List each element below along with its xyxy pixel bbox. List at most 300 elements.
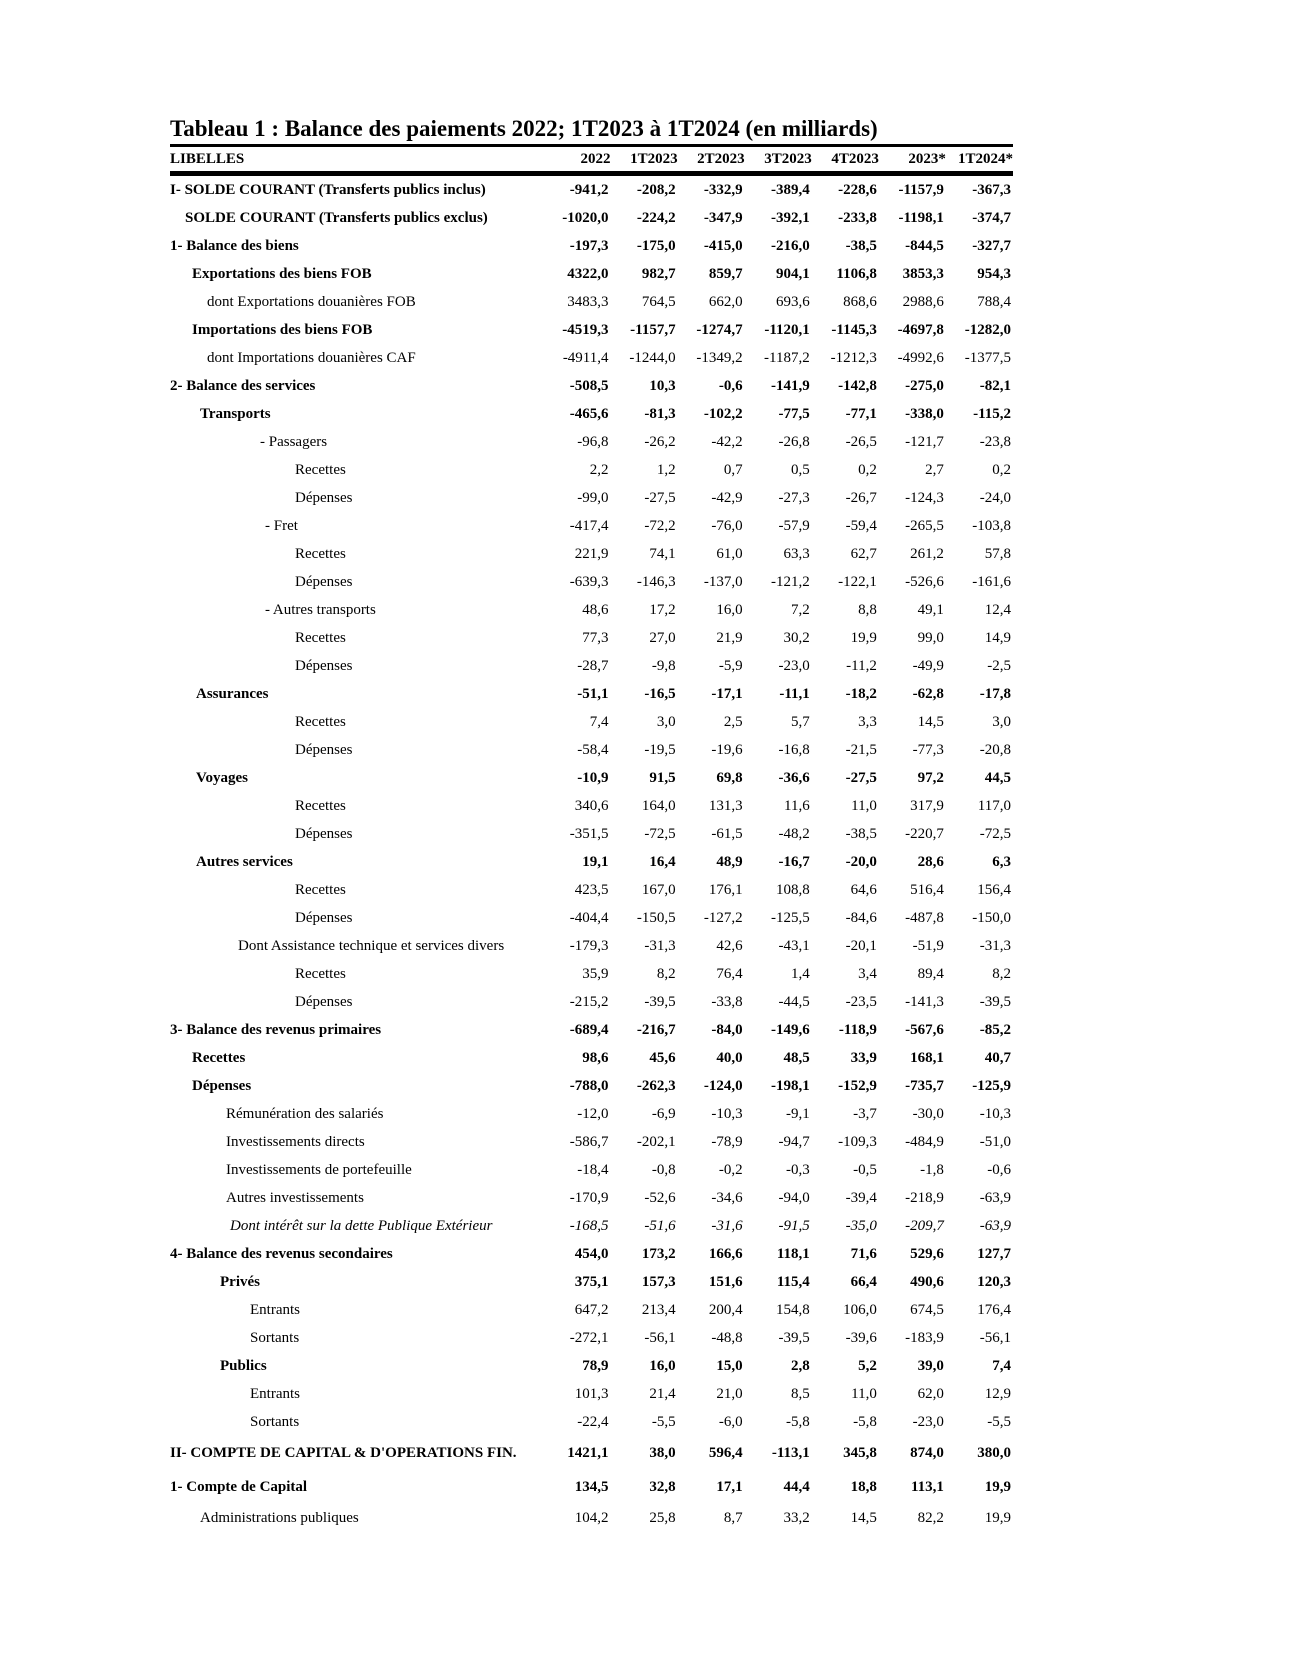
row-label: Transports: [200, 405, 271, 422]
row-value: -1157,9: [898, 181, 944, 198]
row-value: 104,2: [574, 1509, 609, 1526]
row-value: 859,7: [708, 265, 743, 282]
row-value: 30,2: [783, 629, 810, 646]
row-value: -30,0: [912, 1105, 944, 1122]
row-label: Importations des biens FOB: [192, 321, 373, 338]
row-value: -389,4: [771, 181, 810, 198]
column-header-libelles: LIBELLES: [170, 146, 543, 174]
table-row: [170, 876, 1013, 904]
row-value: -39,4: [845, 1189, 877, 1206]
row-value: 16,4: [649, 853, 676, 870]
row-value: -94,0: [778, 1189, 810, 1206]
table-row: [170, 792, 1013, 820]
row-value: -1187,2: [764, 349, 810, 366]
row-value: -152,9: [838, 1077, 877, 1094]
row-value: 375,1: [574, 1273, 609, 1290]
row-value: -228,6: [838, 181, 877, 198]
row-label: Dépenses: [295, 489, 353, 506]
table-row: [170, 1016, 1013, 1044]
row-value: 0,7: [723, 461, 743, 478]
table-row: [170, 400, 1013, 428]
row-label: Dépenses: [295, 657, 353, 674]
row-value: -85,2: [979, 1021, 1011, 1038]
row-value: 78,9: [582, 1357, 609, 1374]
row-label: Sortants: [250, 1413, 300, 1430]
row-value: 19,9: [850, 629, 877, 646]
row-value: 380,0: [977, 1444, 1011, 1461]
column-header-2t2023: 2T2023: [678, 146, 745, 174]
row-label: 1- Compte de Capital: [170, 1478, 308, 1495]
row-label: Dont Assistance technique et services divers: [238, 937, 505, 954]
row-value: 113,1: [910, 1478, 944, 1495]
row-value: -51,0: [979, 1133, 1011, 1150]
row-value: 101,3: [574, 1385, 609, 1402]
row-value: 261,2: [910, 545, 944, 562]
row-value: -689,4: [569, 1021, 609, 1038]
row-value: -4697,8: [897, 321, 944, 338]
table-row: [170, 708, 1013, 736]
row-value: -20,8: [979, 741, 1011, 758]
row-value: 39,0: [917, 1357, 944, 1374]
row-value: -17,8: [979, 685, 1011, 702]
row-label: 1- Balance des biens: [170, 237, 299, 254]
row-value: 61,0: [716, 545, 743, 562]
row-value: -39,5: [979, 993, 1011, 1010]
column-header-2023: 2023*: [879, 146, 946, 174]
row-value: 788,4: [977, 293, 1011, 310]
row-value: 529,6: [910, 1245, 944, 1262]
table-row: [170, 288, 1013, 316]
row-value: -216,7: [636, 1021, 676, 1038]
row-value: 17,1: [716, 1478, 743, 1495]
row-value: -35,0: [845, 1217, 877, 1234]
table-row: [170, 764, 1013, 792]
row-value: 156,4: [977, 881, 1011, 898]
row-value: -1377,5: [964, 349, 1011, 366]
row-value: -146,3: [636, 573, 676, 590]
row-value: -38,5: [845, 237, 877, 254]
row-value: -33,8: [711, 993, 743, 1010]
row-value: -1145,3: [831, 321, 877, 338]
row-value: -51,9: [912, 937, 944, 954]
row-value: -48,8: [711, 1329, 743, 1346]
row-value: -16,7: [778, 853, 810, 870]
row-value: 454,0: [574, 1245, 609, 1262]
row-value: -58,4: [577, 741, 609, 758]
row-value: -127,2: [703, 909, 743, 926]
row-value: 168,1: [910, 1049, 944, 1066]
row-value: -374,7: [972, 209, 1011, 226]
row-value: -487,8: [905, 909, 944, 926]
row-value: -4911,4: [562, 349, 609, 366]
row-value: 423,5: [574, 881, 609, 898]
row-value: -23,0: [778, 657, 810, 674]
row-value: -26,5: [845, 433, 877, 450]
row-label: I- SOLDE COURANT (Transferts publics inclus): [170, 181, 486, 198]
table-row: [170, 1240, 1013, 1268]
row-value: 42,6: [716, 937, 743, 954]
row-value: 82,2: [917, 1509, 944, 1526]
row-value: 7,4: [992, 1357, 1011, 1374]
row-value: -39,6: [845, 1329, 877, 1346]
row-value: -233,8: [838, 209, 877, 226]
table-row: [170, 820, 1013, 848]
row-label: Recettes: [295, 545, 346, 562]
row-value: -27,3: [778, 489, 810, 506]
row-value: -18,4: [577, 1161, 609, 1178]
row-value: -198,1: [771, 1077, 810, 1094]
row-value: 63,3: [783, 545, 810, 562]
row-value: 21,9: [716, 629, 743, 646]
row-value: -5,8: [786, 1413, 810, 1430]
row-value: 33,9: [850, 1049, 877, 1066]
row-value: -6,9: [651, 1105, 676, 1122]
row-value: -197,3: [569, 237, 609, 254]
row-value: 40,0: [716, 1049, 743, 1066]
row-label: 3- Balance des revenus primaires: [170, 1021, 382, 1038]
row-value: 1,4: [791, 965, 810, 982]
row-value: 0,2: [992, 461, 1011, 478]
row-label: Publics: [220, 1357, 267, 1374]
row-value: -1020,0: [562, 209, 609, 226]
row-value: 97,2: [917, 769, 944, 786]
row-value: -103,8: [972, 517, 1011, 534]
row-value: -124,3: [905, 489, 944, 506]
row-value: -4519,3: [562, 321, 609, 338]
row-value: 45,6: [649, 1049, 676, 1066]
row-value: 176,4: [977, 1301, 1011, 1318]
row-value: 3,0: [992, 713, 1011, 730]
row-value: 596,4: [708, 1444, 743, 1461]
row-value: -42,9: [711, 489, 743, 506]
row-value: -327,7: [972, 237, 1011, 254]
row-value: -61,5: [711, 825, 743, 842]
table-row: [170, 344, 1013, 372]
table-row: [170, 540, 1013, 568]
row-label: Administrations publiques: [200, 1509, 359, 1526]
row-label: Dépenses: [295, 573, 353, 590]
table-row: [170, 1504, 1013, 1532]
table-row: [170, 1184, 1013, 1212]
row-label: Dont intérêt sur la dette Publique Extérieur: [230, 1217, 493, 1234]
row-value: -94,7: [778, 1133, 810, 1150]
table-row: [170, 1212, 1013, 1240]
row-label: Dépenses: [295, 993, 353, 1010]
row-value: -6,0: [718, 1413, 743, 1430]
row-value: -209,7: [905, 1217, 944, 1234]
row-value: -150,5: [636, 909, 676, 926]
row-value: 71,6: [850, 1245, 877, 1262]
row-label: Dépenses: [295, 825, 353, 842]
row-value: 25,8: [649, 1509, 676, 1526]
row-value: 154,8: [776, 1301, 810, 1318]
row-value: -216,0: [771, 237, 810, 254]
row-value: -1198,1: [898, 209, 944, 226]
table-row: [170, 456, 1013, 484]
row-value: -51,6: [644, 1217, 676, 1234]
row-value: 14,5: [917, 713, 944, 730]
row-value: -141,3: [905, 993, 944, 1010]
row-value: -23,8: [979, 433, 1011, 450]
row-label: - Fret: [265, 517, 298, 534]
table-row: [170, 1044, 1013, 1072]
row-label: Recettes: [295, 965, 346, 982]
report-container: [170, 114, 1013, 1532]
row-value: 662,0: [708, 293, 743, 310]
row-value: 62,7: [850, 545, 877, 562]
row-label: Rémunération des salariés: [226, 1105, 384, 1122]
row-value: -170,9: [569, 1189, 609, 1206]
row-value: -141,9: [771, 377, 810, 394]
row-value: 5,2: [858, 1357, 877, 1374]
table-title: Tableau 1 : Balance des paiements 2022; 1T2023 à 1T2024 (en milliards): [170, 116, 878, 141]
table-row: [170, 848, 1013, 876]
row-value: -1,8: [920, 1161, 944, 1178]
row-value: 33,2: [783, 1509, 810, 1526]
table-row: [170, 568, 1013, 596]
row-value: -84,6: [845, 909, 877, 926]
row-value: -31,6: [711, 1217, 743, 1234]
row-value: 35,9: [582, 965, 609, 982]
row-label: 2- Balance des services: [170, 377, 316, 394]
row-label: Dépenses: [295, 909, 353, 926]
table-row: [170, 316, 1013, 344]
row-value: 0,2: [858, 461, 877, 478]
row-value: 91,5: [649, 769, 676, 786]
row-value: -39,5: [644, 993, 676, 1010]
row-value: 173,2: [641, 1245, 676, 1262]
row-value: 167,0: [641, 881, 676, 898]
table-row: [170, 1072, 1013, 1100]
row-value: -11,2: [846, 657, 877, 674]
row-label: dont Importations douanières CAF: [207, 349, 416, 366]
row-value: 221,9: [574, 545, 609, 562]
row-value: -347,9: [703, 209, 743, 226]
row-value: -265,5: [905, 517, 944, 534]
row-label: Entrants: [250, 1385, 300, 1402]
row-value: -1244,0: [629, 349, 676, 366]
row-value: 516,4: [910, 881, 944, 898]
row-value: -508,5: [569, 377, 609, 394]
row-value: -484,9: [905, 1133, 944, 1150]
row-value: -26,7: [845, 489, 877, 506]
row-value: -63,9: [979, 1189, 1011, 1206]
row-value: -2,5: [987, 657, 1011, 674]
row-value: -16,5: [644, 685, 676, 702]
row-value: -941,2: [569, 181, 609, 198]
row-label: Investissements directs: [226, 1133, 365, 1150]
row-value: -72,2: [644, 517, 676, 534]
row-value: -21,5: [845, 741, 877, 758]
row-label: - Autres transports: [265, 601, 376, 618]
row-value: -262,3: [636, 1077, 676, 1094]
row-label: Autres services: [196, 853, 293, 870]
column-header-1t2023: 1T2023: [611, 146, 678, 174]
table-row: [170, 1436, 1013, 1470]
row-value: 77,3: [582, 629, 609, 646]
row-value: -109,3: [838, 1133, 877, 1150]
row-value: -56,1: [644, 1329, 676, 1346]
row-value: -5,8: [853, 1413, 877, 1430]
row-value: 108,8: [776, 881, 810, 898]
row-value: -9,1: [786, 1105, 810, 1122]
row-value: 340,6: [574, 797, 609, 814]
table-row: [170, 736, 1013, 764]
table-row: [170, 1156, 1013, 1184]
row-value: -20,1: [845, 937, 877, 954]
row-value: 11,0: [851, 797, 877, 814]
table-row: [170, 484, 1013, 512]
row-value: 317,9: [910, 797, 944, 814]
row-value: 868,6: [843, 293, 877, 310]
row-value: -31,3: [979, 937, 1011, 954]
column-header-2022: 2022: [543, 146, 610, 174]
table-row: [170, 960, 1013, 988]
row-value: 213,4: [641, 1301, 676, 1318]
row-value: 11,0: [851, 1385, 877, 1402]
row-value: 21,4: [649, 1385, 676, 1402]
row-label: Recettes: [295, 881, 346, 898]
row-value: 3,0: [656, 713, 676, 730]
row-value: 151,6: [708, 1273, 743, 1290]
table-row: [170, 372, 1013, 400]
row-value: -28,7: [577, 657, 609, 674]
table-row: [170, 932, 1013, 960]
row-label: Entrants: [250, 1301, 300, 1318]
row-value: 115,4: [776, 1273, 810, 1290]
row-label: Recettes: [295, 713, 346, 730]
row-value: 2,2: [589, 461, 609, 478]
row-value: -526,6: [905, 573, 944, 590]
row-value: -72,5: [644, 825, 676, 842]
table-row: [170, 680, 1013, 708]
row-value: -99,0: [577, 489, 609, 506]
row-value: -351,5: [569, 825, 609, 842]
row-value: 38,0: [649, 1444, 676, 1461]
row-value: -272,1: [569, 1329, 609, 1346]
row-label: - Passagers: [260, 433, 328, 450]
row-value: 32,8: [649, 1478, 676, 1495]
row-value: 490,6: [910, 1273, 944, 1290]
table-row: [170, 988, 1013, 1016]
row-value: 10,3: [649, 377, 676, 394]
row-value: -220,7: [905, 825, 944, 842]
row-value: 89,4: [917, 965, 944, 982]
row-value: -844,5: [905, 237, 944, 254]
row-label: Autres investissements: [226, 1189, 364, 1206]
row-value: -52,6: [644, 1189, 676, 1206]
row-value: 982,7: [641, 265, 676, 282]
row-value: -0,3: [786, 1161, 810, 1178]
row-label: 4- Balance des revenus secondaires: [170, 1245, 393, 1262]
row-value: -49,9: [912, 657, 944, 674]
row-value: 3483,3: [567, 293, 609, 310]
table-row: [170, 1352, 1013, 1380]
row-value: 48,5: [783, 1049, 810, 1066]
row-value: -332,9: [703, 181, 743, 198]
table-row: [170, 1296, 1013, 1324]
row-value: -34,6: [711, 1189, 743, 1206]
row-value: 74,1: [649, 545, 676, 562]
row-value: 12,4: [984, 601, 1011, 618]
row-value: -20,0: [845, 853, 877, 870]
row-value: -118,9: [838, 1021, 877, 1038]
row-value: -567,6: [905, 1021, 944, 1038]
row-value: -1157,7: [630, 321, 676, 338]
row-value: -16,8: [778, 741, 810, 758]
row-value: -5,5: [651, 1413, 676, 1430]
row-value: -121,7: [905, 433, 944, 450]
row-value: -0,8: [651, 1161, 676, 1178]
table-header: [170, 146, 1013, 174]
table-row: [170, 1380, 1013, 1408]
row-value: 647,2: [574, 1301, 609, 1318]
row-value: 345,8: [843, 1444, 877, 1461]
table-row: [170, 624, 1013, 652]
row-label: II- COMPTE DE CAPITAL & D'OPERATIONS FIN.: [170, 1444, 517, 1461]
row-value: 200,4: [708, 1301, 743, 1318]
row-value: 14,9: [984, 629, 1011, 646]
row-value: -124,0: [703, 1077, 743, 1094]
row-value: -10,3: [979, 1105, 1011, 1122]
row-value: 117,0: [977, 797, 1011, 814]
row-value: 674,5: [910, 1301, 944, 1318]
row-value: -788,0: [569, 1077, 609, 1094]
row-value: 764,5: [641, 293, 676, 310]
row-value: 693,6: [776, 293, 810, 310]
row-label: Recettes: [295, 797, 346, 814]
row-value: -36,6: [778, 769, 810, 786]
row-value: -137,0: [703, 573, 743, 590]
row-value: 6,3: [992, 853, 1011, 870]
row-value: -91,5: [778, 1217, 810, 1234]
row-value: 19,1: [582, 853, 609, 870]
row-value: -23,0: [912, 1413, 944, 1430]
row-value: -10,3: [711, 1105, 743, 1122]
row-label: Voyages: [196, 769, 248, 786]
row-value: -1212,3: [830, 349, 877, 366]
row-value: -48,2: [778, 825, 810, 842]
row-value: -179,3: [569, 937, 609, 954]
row-value: 76,4: [716, 965, 743, 982]
row-label: Exportations des biens FOB: [192, 265, 372, 282]
row-value: -77,3: [912, 741, 944, 758]
row-value: 27,0: [649, 629, 676, 646]
row-value: 57,8: [984, 545, 1011, 562]
column-header-1t2024: 1T2024*: [946, 146, 1013, 174]
row-value: 8,5: [791, 1385, 810, 1402]
row-value: -9,8: [651, 657, 676, 674]
row-value: -161,6: [972, 573, 1011, 590]
row-value: 64,6: [850, 881, 877, 898]
column-header-4t2023: 4T2023: [812, 146, 879, 174]
row-value: 120,3: [977, 1273, 1011, 1290]
row-value: -142,8: [838, 377, 877, 394]
row-value: 127,7: [977, 1245, 1011, 1262]
row-value: -224,2: [636, 209, 676, 226]
row-value: -12,0: [577, 1105, 609, 1122]
row-value: -11,1: [779, 685, 810, 702]
row-value: 0,5: [791, 461, 810, 478]
row-value: 176,1: [708, 881, 743, 898]
row-value: -77,5: [778, 405, 810, 422]
row-value: 11,6: [784, 797, 810, 814]
row-value: -22,4: [577, 1413, 609, 1430]
row-label: Recettes: [192, 1049, 246, 1066]
row-value: 62,0: [917, 1385, 944, 1402]
row-value: 2,7: [925, 461, 944, 478]
column-header-3t2023: 3T2023: [745, 146, 812, 174]
